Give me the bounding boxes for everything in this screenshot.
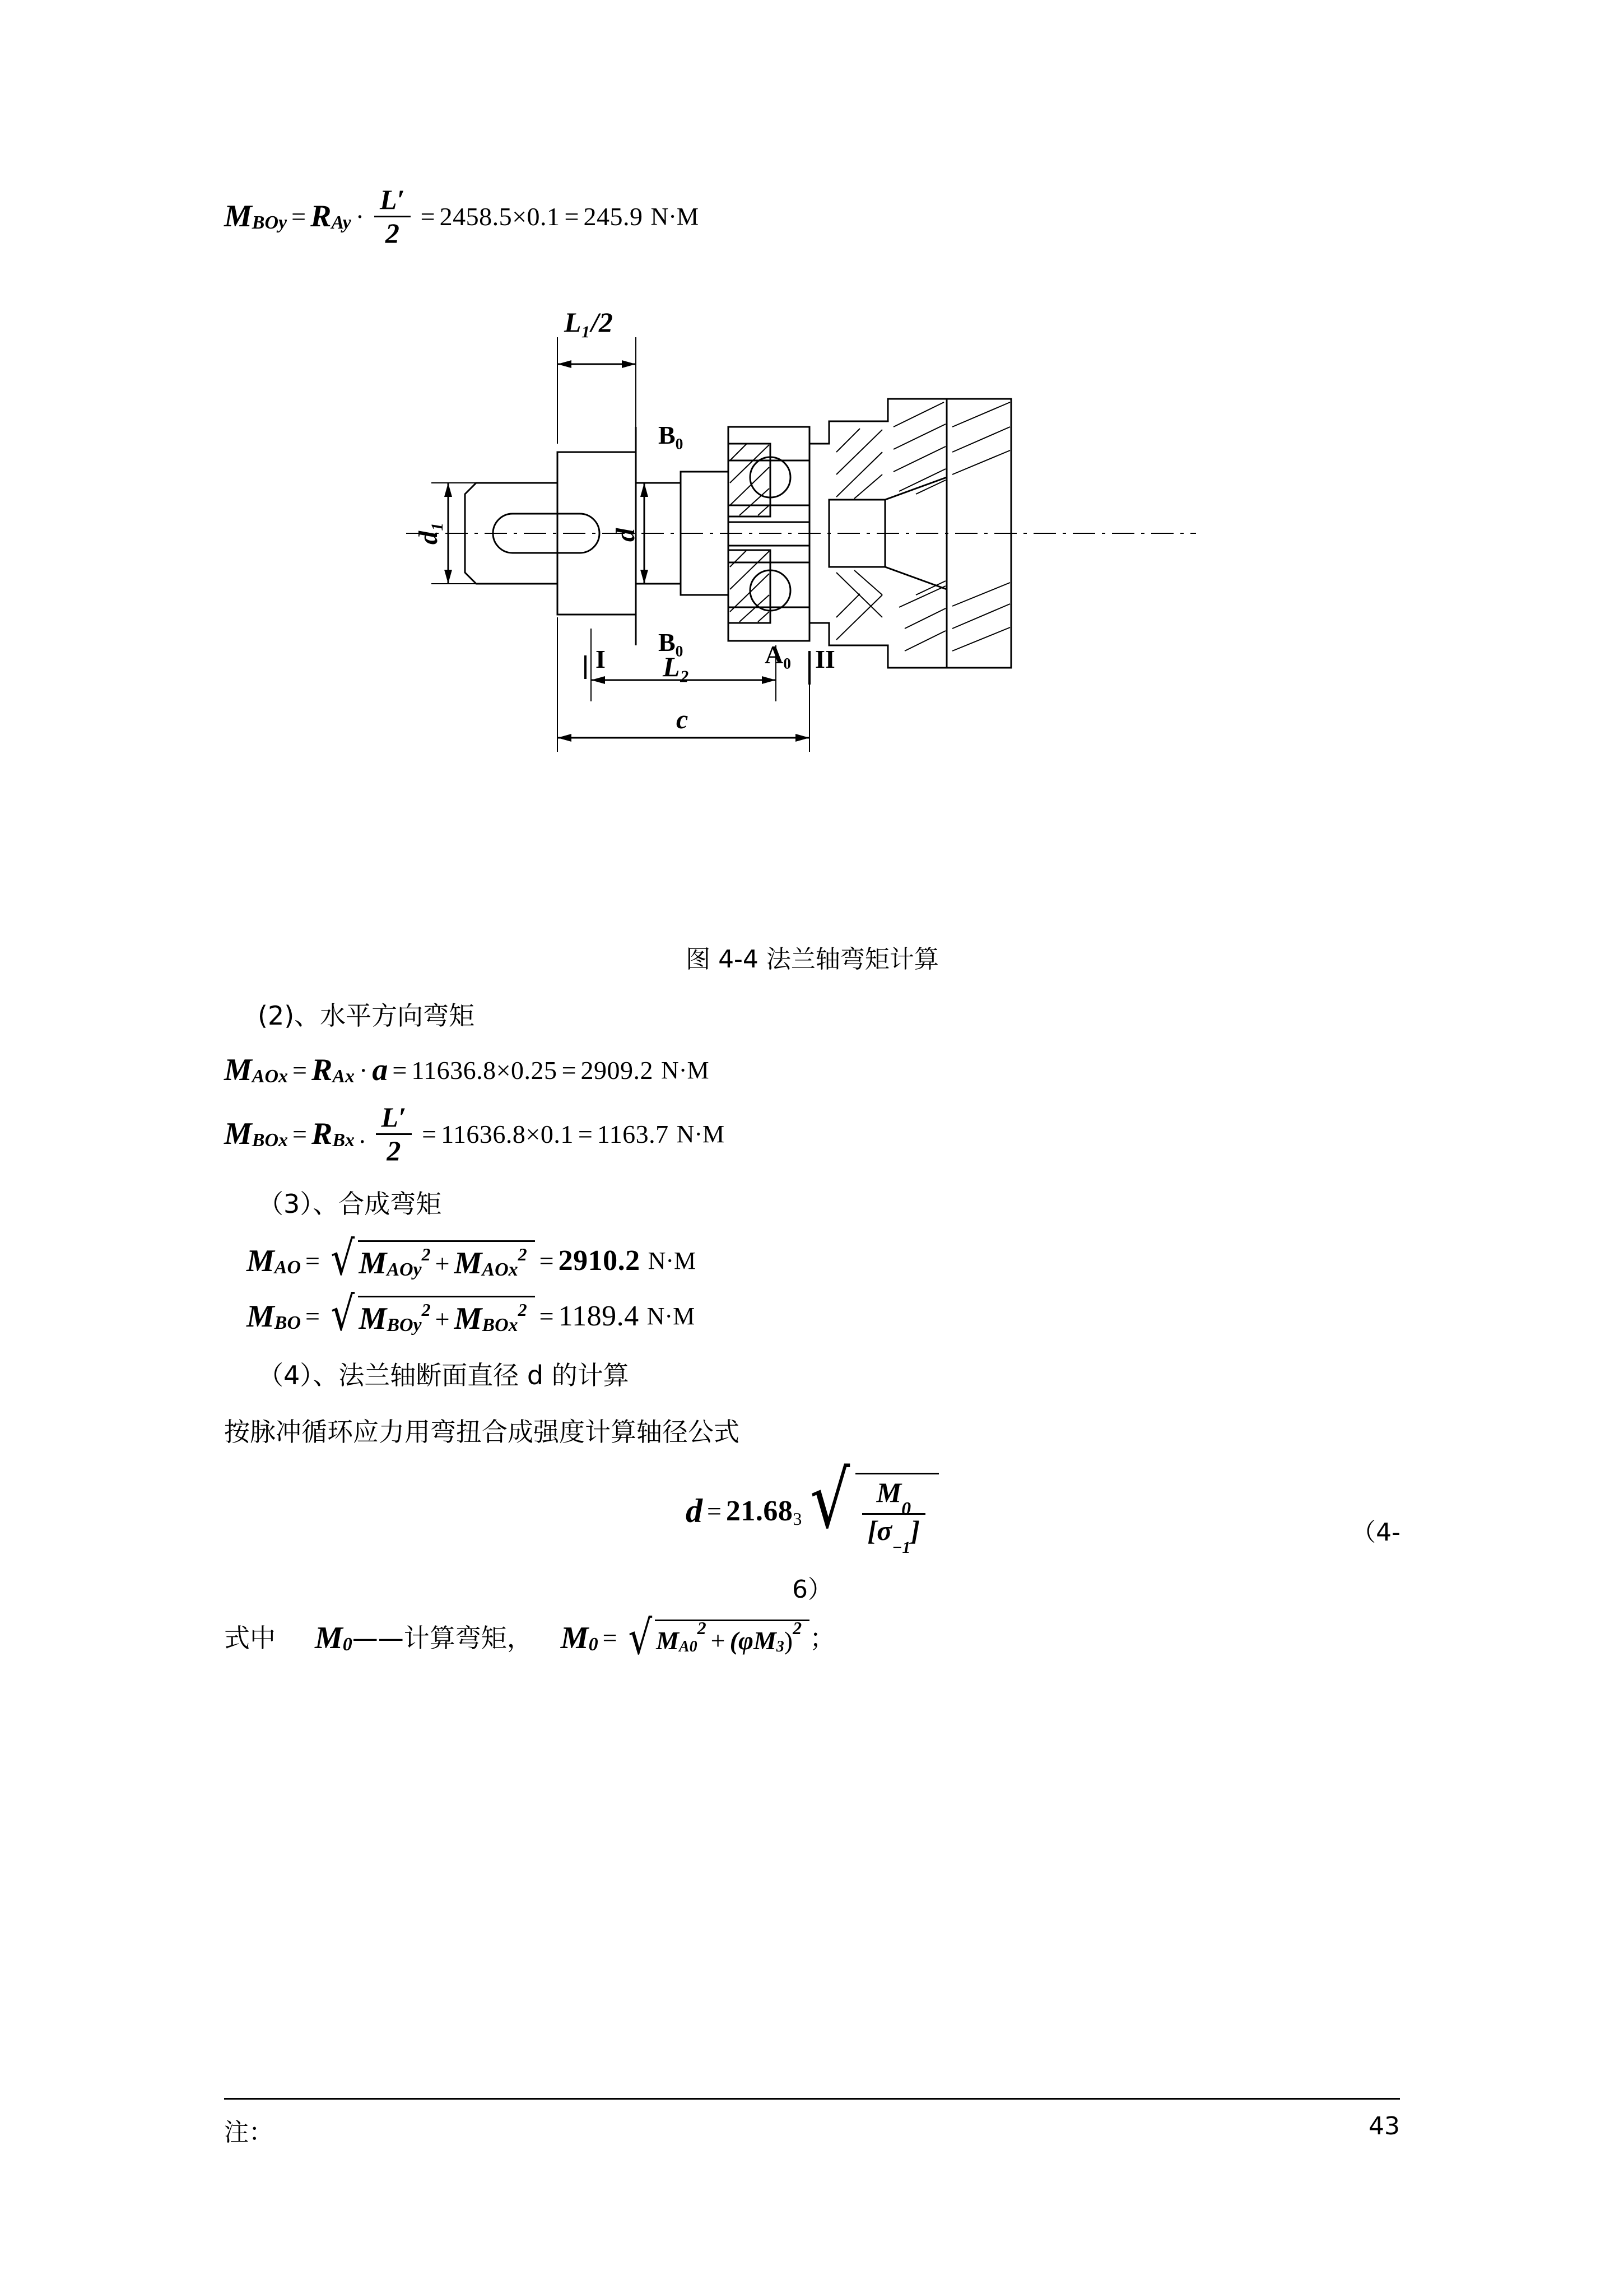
mboy-eq2: = xyxy=(420,202,435,231)
mbo-eq1: = xyxy=(305,1302,320,1331)
mao-lhs: M xyxy=(246,1243,274,1278)
d-coeff: 21.68 xyxy=(725,1495,793,1528)
equation-mao xyxy=(224,1231,1400,1286)
footer-note: 注： xyxy=(224,2118,273,2147)
maox-var: a xyxy=(372,1053,388,1088)
mao-unit: N·M xyxy=(648,1247,696,1275)
mbox-frac-bot: 2 xyxy=(387,1134,401,1166)
m0-symbol: M xyxy=(315,1620,343,1655)
mboy-eq3: = xyxy=(564,202,579,231)
d-fraction xyxy=(862,1476,925,1557)
page-footer xyxy=(224,2112,1400,2148)
d-radicand xyxy=(855,1473,939,1557)
m0-symbol-sub: 0 xyxy=(342,1634,352,1655)
mboy-frac-bot: 2 xyxy=(385,217,399,249)
mboy-r-sub: Ay xyxy=(331,212,351,233)
mbo-term-a-sup: 2 xyxy=(421,1299,431,1320)
equation-mbox xyxy=(224,1102,1400,1165)
mboy-eq1: = xyxy=(291,202,306,231)
mao-radical xyxy=(328,1231,535,1286)
mao-term-a-sup: 2 xyxy=(421,1244,431,1264)
mboy-dot: · xyxy=(355,202,365,231)
maox-eq1: = xyxy=(292,1055,307,1085)
mboy-r: R xyxy=(310,199,332,234)
mbo-term-a: M xyxy=(359,1301,387,1337)
m0-eq: = xyxy=(602,1623,617,1653)
mbo-lhs: M xyxy=(246,1299,274,1334)
label-section-I: I xyxy=(595,645,606,673)
mao-term-a-sub: AOy xyxy=(387,1259,422,1281)
label-b0-bottom: B₀ xyxy=(658,628,683,657)
d-radical xyxy=(805,1454,939,1557)
label-l2: L₂ xyxy=(663,651,690,682)
equation-mbo xyxy=(224,1286,1400,1342)
maox-dot: · xyxy=(359,1055,368,1085)
label-l1-half: L₁/2 xyxy=(564,306,613,338)
mao-radicand xyxy=(358,1240,535,1281)
mbo-eq2: = xyxy=(539,1302,554,1331)
mboy-lhs: M xyxy=(224,199,252,234)
mao-value: 2910.2 xyxy=(558,1245,640,1277)
maox-unit: N·M xyxy=(661,1056,709,1084)
mboy-value2: 245.9 xyxy=(583,202,643,231)
mboy-frac-top: L′ xyxy=(380,184,405,215)
label-c: c xyxy=(676,705,688,734)
d-frac-bot: $[\sigma_{-1}]$ xyxy=(867,1515,920,1557)
radical-sign: √ xyxy=(627,1610,652,1665)
mbox-value1: 11636.8×0.1 xyxy=(441,1119,574,1148)
maox-r-sub: Ax xyxy=(332,1066,355,1087)
mbox-r: R xyxy=(311,1116,333,1152)
section-3-heading: （3）、合成弯矩 xyxy=(258,1189,442,1220)
mao-term-b-sup: 2 xyxy=(518,1244,527,1264)
mboy-value1: 2458.5×0.1 xyxy=(439,202,560,231)
mboy-unit: N·M xyxy=(650,202,699,230)
mao-term-b: M xyxy=(454,1246,482,1281)
m0-term-a-sup: 2 xyxy=(697,1617,706,1638)
mbo-term-b: M xyxy=(454,1301,482,1337)
m0-radical xyxy=(625,1610,810,1665)
mbo-term-a-sub: BOy xyxy=(387,1315,422,1336)
label-d: d xyxy=(611,528,640,542)
maox-lhs-sub: AOx xyxy=(252,1066,288,1087)
mbox-lhs-sub: BOx xyxy=(252,1130,288,1151)
mbox-value2: 1163.7 xyxy=(597,1119,669,1148)
m0-semicolon: ； xyxy=(809,1622,836,1653)
m0-plus: + xyxy=(710,1626,725,1655)
flange-shaft-drawing xyxy=(322,259,1302,931)
radical-sign: √ xyxy=(331,1286,355,1342)
d-lhs: d xyxy=(685,1492,702,1530)
maox-value1: 11636.8×0.25 xyxy=(411,1055,557,1085)
equation-m0-definition xyxy=(224,1610,1400,1665)
m0-term-b-sub: 3 xyxy=(776,1638,784,1656)
mbox-eq2: = xyxy=(422,1119,437,1148)
m0-term-b-close: ) xyxy=(784,1626,793,1655)
maox-r: R xyxy=(311,1053,333,1088)
d-eq: = xyxy=(706,1497,722,1526)
mao-eq1: = xyxy=(305,1246,320,1276)
maox-eq2: = xyxy=(392,1055,407,1085)
figure-caption: 图 4-4 法兰轴弯矩计算 xyxy=(686,945,939,974)
mao-plus: + xyxy=(435,1249,450,1278)
maox-value2: 2909.2 xyxy=(580,1055,654,1085)
label-d1: d₁ xyxy=(413,522,443,545)
equation-mboy xyxy=(224,185,1400,248)
mboy-fraction xyxy=(374,185,411,248)
page-content xyxy=(224,184,1400,1665)
mbox-dot: . xyxy=(359,1119,366,1148)
mboy-lhs-sub: BOy xyxy=(252,212,287,233)
maox-lhs: M xyxy=(224,1053,252,1088)
section-4-heading: （4）、法兰轴断面直径 d 的计算 xyxy=(258,1360,629,1391)
section-4-text: 按脉冲循环应力用弯扭合成强度计算轴径公式 xyxy=(224,1416,739,1447)
mbo-term-b-sub: BOx xyxy=(482,1315,518,1336)
m0-term-a-sub: A0 xyxy=(678,1638,697,1656)
mbo-lhs-sub: BO xyxy=(274,1312,301,1333)
mao-eq2: = xyxy=(539,1246,554,1276)
mbox-lhs: M xyxy=(224,1116,252,1152)
mbo-radicand xyxy=(358,1296,535,1337)
mao-term-a: M xyxy=(359,1246,387,1281)
d-frac-top: $M_0$ xyxy=(876,1476,911,1519)
section-2-heading: (2)、水平方向弯矩 xyxy=(258,1001,475,1031)
radical-sign: √ xyxy=(810,1454,850,1546)
equation-d xyxy=(224,1454,1400,1557)
mbo-plus: + xyxy=(435,1304,450,1333)
mbox-frac-top: L′ xyxy=(381,1101,407,1133)
m0-symbol2: M xyxy=(560,1620,589,1655)
m0-symbol2-sub: 0 xyxy=(588,1634,598,1655)
m0-prefix: 式中 xyxy=(224,1622,276,1653)
footer-divider xyxy=(224,2098,1400,2100)
equation-maox xyxy=(224,1052,1400,1088)
d-root-index: 3 xyxy=(793,1509,802,1529)
mbox-fraction xyxy=(376,1102,412,1165)
mao-lhs-sub: AO xyxy=(274,1257,301,1278)
mbox-eq1: = xyxy=(292,1119,307,1148)
m0-radicand xyxy=(655,1617,809,1656)
mbox-r-sub: Bx xyxy=(332,1130,355,1151)
mbo-value: 1189.4 xyxy=(558,1300,639,1333)
mbox-unit: N·M xyxy=(676,1120,725,1148)
radical-sign: √ xyxy=(331,1231,355,1286)
label-section-II: II xyxy=(815,645,835,673)
equation-number-left: （4- xyxy=(1351,1518,1400,1547)
m0-term-b: (φM xyxy=(729,1626,776,1655)
maox-eq3: = xyxy=(561,1055,576,1085)
label-b0-top: B₀ xyxy=(658,421,683,449)
equation-d-wrapper xyxy=(224,1454,1400,1604)
mbo-unit: N·M xyxy=(646,1302,695,1330)
mbox-eq3: = xyxy=(578,1119,593,1148)
m0-dash-text: ——计算弯矩， xyxy=(352,1622,533,1653)
m0-term-a: M xyxy=(656,1626,679,1655)
mbo-term-b-sup: 2 xyxy=(518,1299,527,1320)
figure-4-4 xyxy=(224,259,1400,975)
equation-number-right: 6） xyxy=(792,1575,832,1604)
mao-term-b-sub: AOx xyxy=(482,1259,518,1281)
page-number: 43 xyxy=(1369,2112,1400,2141)
mbo-radical xyxy=(328,1286,535,1342)
m0-term-b-sup: 2 xyxy=(793,1617,802,1638)
label-a0: A₀ xyxy=(765,640,792,669)
